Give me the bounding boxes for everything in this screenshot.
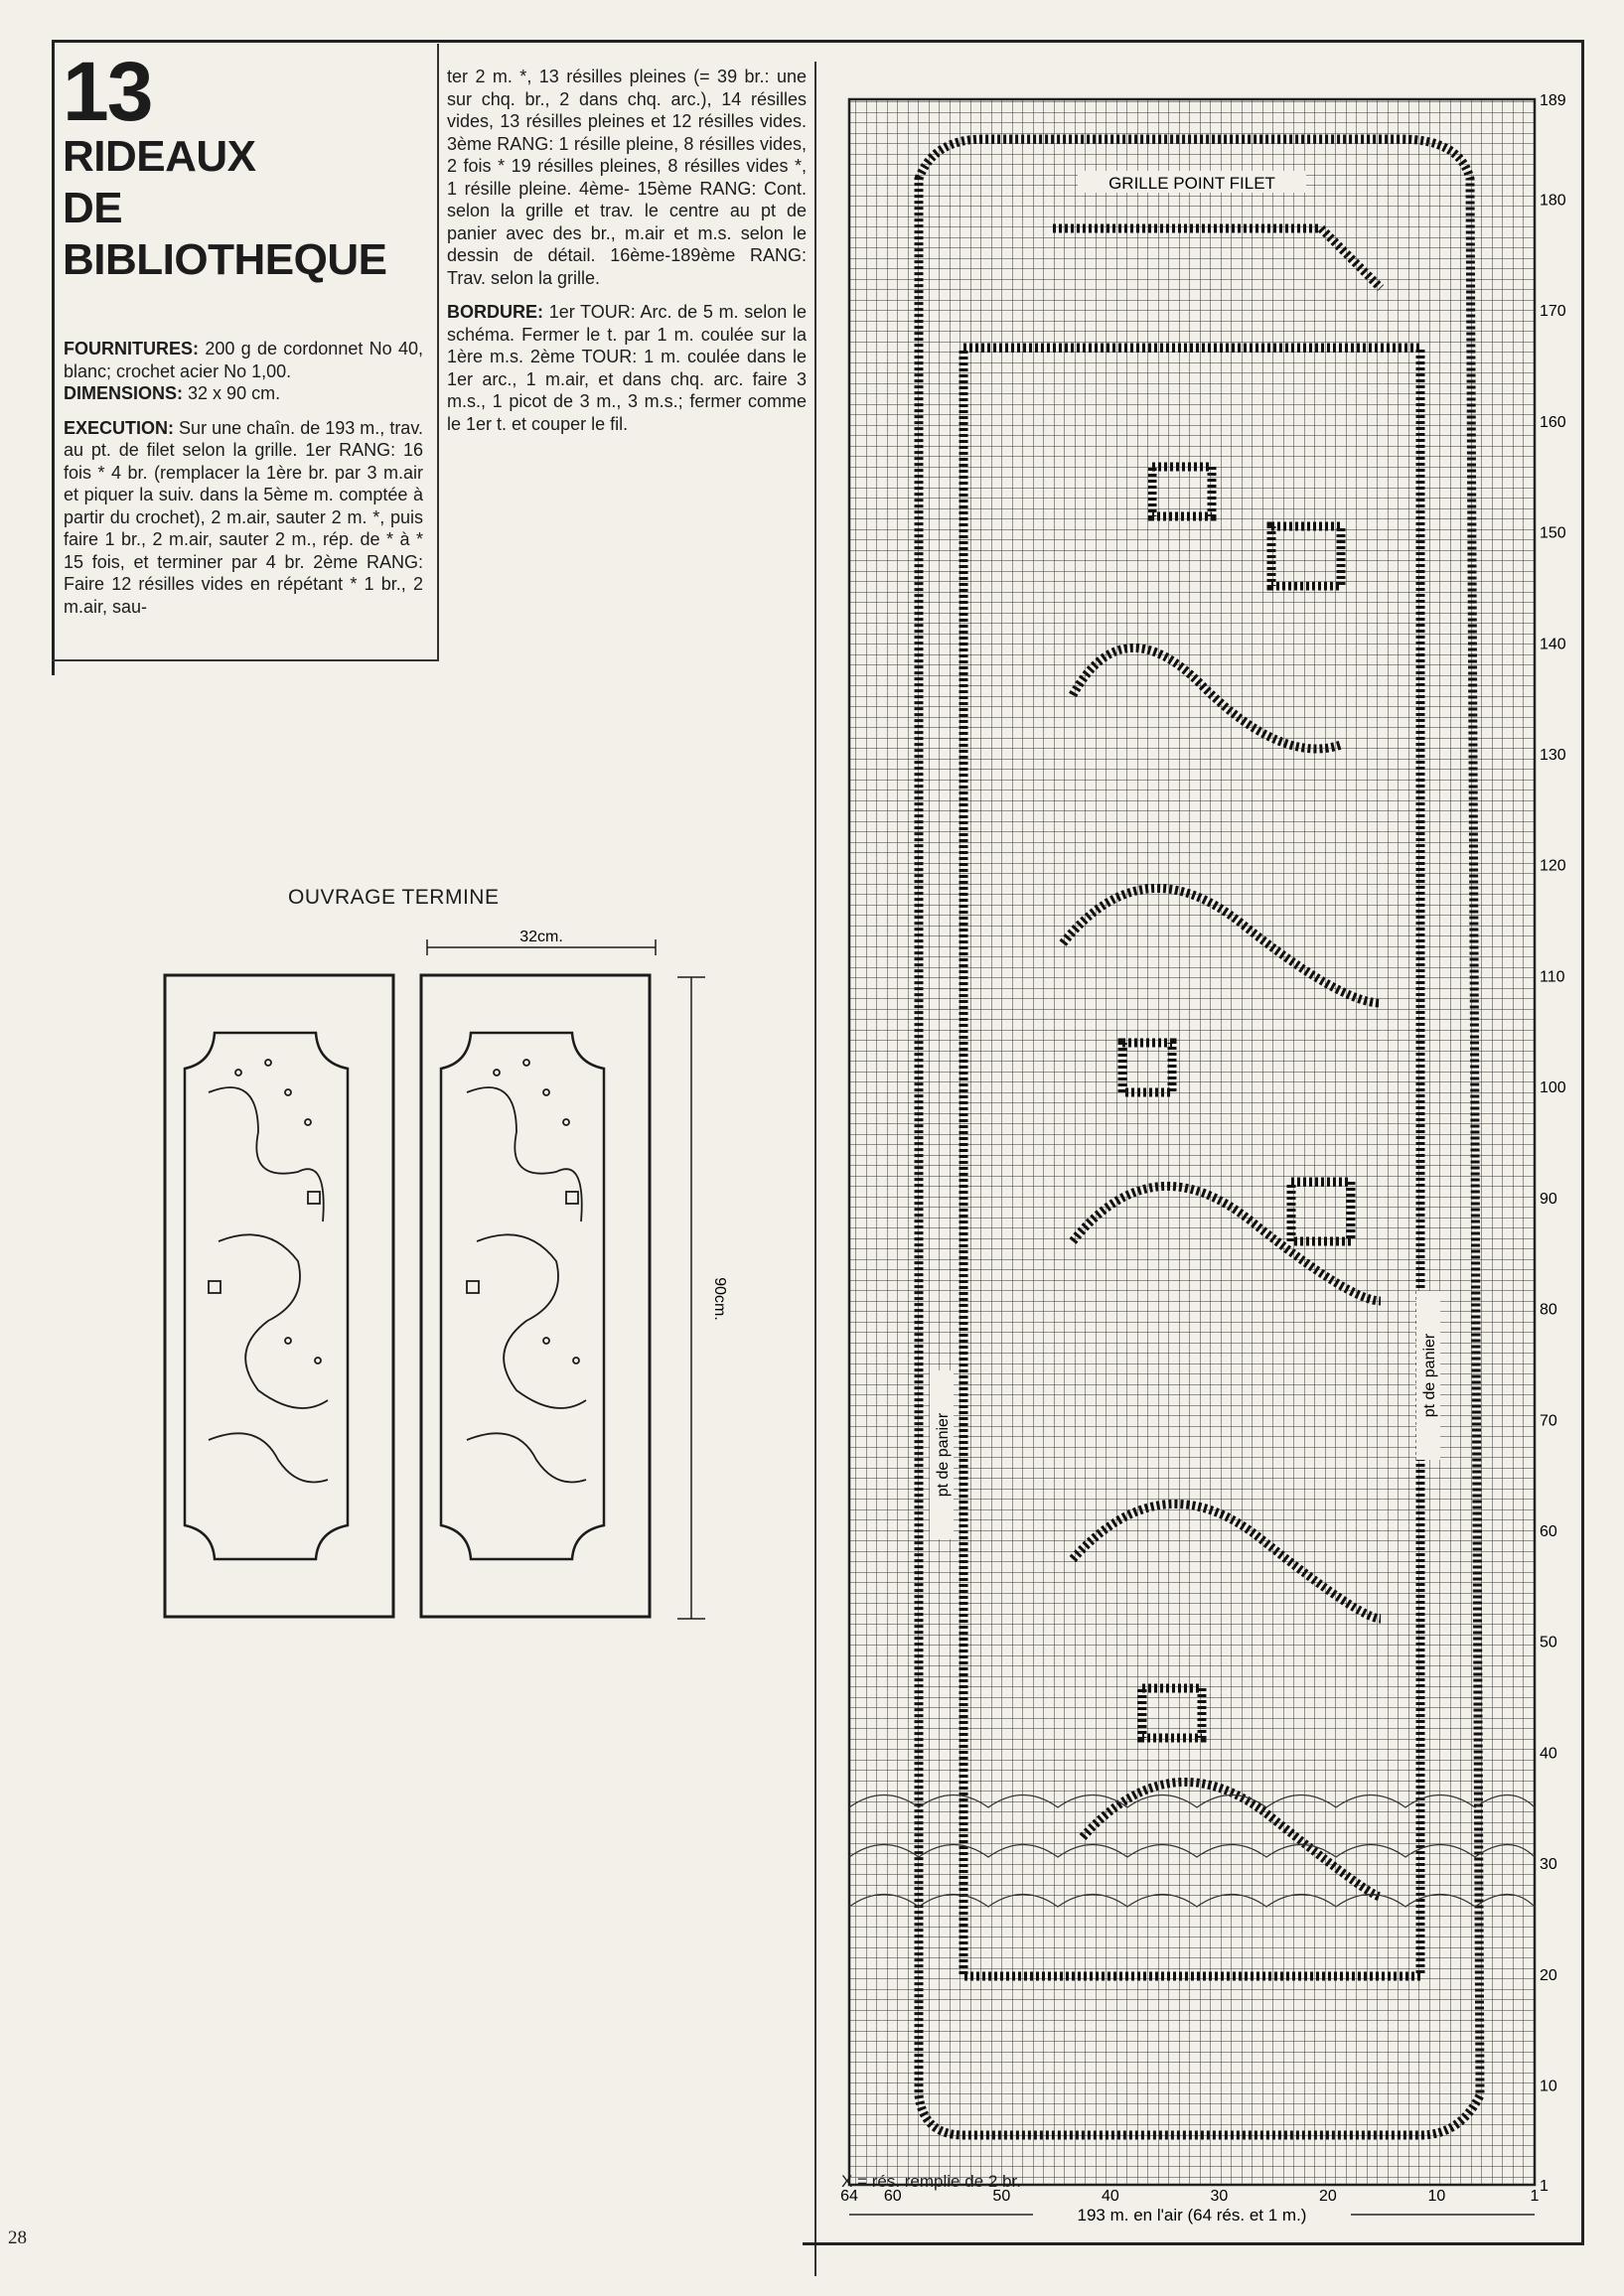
execution-text: Sur une chaîn. de 193 m., trav. au pt. de filet selon la grille. 1er RANG: 16 fois * 4 br. (remplacer la 1ère br. par 3 m.air et piquer la suiv. dans la 5ème m. comptée à partir du crochet), 2 m.air, sauter 2 m. *, puis faire 1 br., 2 m.air, sauter 2 m., rép. de * à * 15 fois, et terminer par 4 br. 2ème RANG: Faire 12 résilles vides en répétant * 1 br., 2 m.air, sau- [64, 417, 423, 617]
bordure-paragraph [447, 301, 807, 435]
side-label-right: pt de panier [1421, 1333, 1438, 1418]
column-label: 30 [1210, 2188, 1229, 2205]
instructions-column-1 [64, 338, 423, 630]
instructions-column-2 [447, 66, 807, 447]
row-label: 90 [1540, 1190, 1557, 1208]
row-label: 20 [1540, 1966, 1557, 1984]
row-label: 170 [1540, 303, 1566, 321]
pattern-number: 13 [63, 45, 152, 138]
row-label: 140 [1540, 636, 1566, 653]
row-label: 150 [1540, 524, 1566, 542]
row-label: 50 [1540, 1634, 1557, 1651]
filet-grid-chart [824, 50, 1609, 2234]
page-number: 28 [8, 2227, 27, 2248]
column-divider [814, 62, 816, 2276]
column-label: 60 [883, 2188, 902, 2205]
height-label: 90cm. [711, 1277, 728, 1321]
row-label: 189 [1540, 92, 1566, 109]
row-label: 130 [1540, 747, 1566, 765]
row-label: 180 [1540, 192, 1566, 210]
row-label: 10 [1540, 2078, 1557, 2095]
title-line: BIBLIOTHEQUE [63, 235, 387, 284]
bordure-text: 1er TOUR: Arc. de 5 m. selon le schéma. Fermer le t. par 1 m. coulée sur la 1ère m.s. 2ème TOUR: 1 m. coulée dans le 1er arc., 1 m.air, et dans chq. arc. faire 3 m.s., 1 picot de 3 m., 3 m.s.; fermer comme le 1er t. et couper le fil. [447, 302, 807, 434]
row-label: 120 [1540, 857, 1566, 875]
row-label: 1 [1540, 2178, 1549, 2195]
dimensions-label: DIMENSIONS: [64, 383, 184, 403]
chart-legend: X = rés. remplie de 2 br. [841, 2172, 1021, 2191]
article-header [55, 44, 432, 286]
execution-paragraph [64, 417, 423, 619]
row-label: 40 [1540, 1745, 1557, 1763]
fournitures-text: 200 g de cordonnet No 40, blanc; crochet acier No 1,00. [64, 339, 423, 381]
execution-continued: ter 2 m. *, 13 résilles pleines (= 39 br.: une sur chq. br., 2 dans chq. arc.), 14 résilles vides, 13 résilles pleines et 12 résilles vides. 3ème RANG: 1 résille pleine, 8 résilles vides, 2 fois * 19 résilles pleines, 8 résilles vides *, 1 résille pleine. 4ème- 15ème RANG: Cont. selon la grille et trav. le centre au pt de panier avec des br., m.air et m.s. selon le dessin de détail. 16ème-189ème RANG: Trav. selon la grille. [447, 67, 807, 288]
materials-paragraph [64, 338, 423, 405]
column-label: 64 [840, 2188, 858, 2205]
row-label: 70 [1540, 1412, 1557, 1430]
title-line: RIDEAUX [63, 132, 256, 181]
finished-work-illustration [149, 924, 735, 1629]
curtain-panel-right [441, 1033, 604, 1559]
title-line: DE [63, 184, 123, 232]
chart-footer: 193 m. en l'air (64 rés. et 1 m.) [1077, 2206, 1307, 2224]
width-label: 32cm. [519, 929, 563, 945]
text-bottom-rule [52, 659, 439, 661]
bordure-label: BORDURE: [447, 302, 543, 322]
column-label: 10 [1427, 2188, 1446, 2205]
row-label: 160 [1540, 413, 1566, 431]
column-divider [437, 44, 439, 659]
execution-label: EXECUTION: [64, 417, 175, 438]
column-label: 20 [1319, 2188, 1337, 2205]
column-label: 40 [1101, 2188, 1119, 2205]
side-label-left: pt de panier [935, 1412, 952, 1498]
row-label: 110 [1540, 968, 1565, 986]
row-label: 100 [1540, 1079, 1566, 1097]
column-label: 50 [992, 2188, 1011, 2205]
row-labels [1540, 92, 1566, 2195]
chart-title: GRILLE POINT FILET [1108, 174, 1275, 193]
column-label: 1 [1530, 2188, 1540, 2205]
bottom-rule [803, 2242, 1584, 2245]
fournitures-label: FOURNITURES: [64, 339, 199, 359]
illustration-title: OUVRAGE TERMINE [288, 886, 500, 909]
dimensions-text: 32 x 90 cm. [188, 383, 281, 403]
row-label: 80 [1540, 1301, 1557, 1319]
row-label: 30 [1540, 1856, 1557, 1874]
row-label: 60 [1540, 1522, 1557, 1540]
